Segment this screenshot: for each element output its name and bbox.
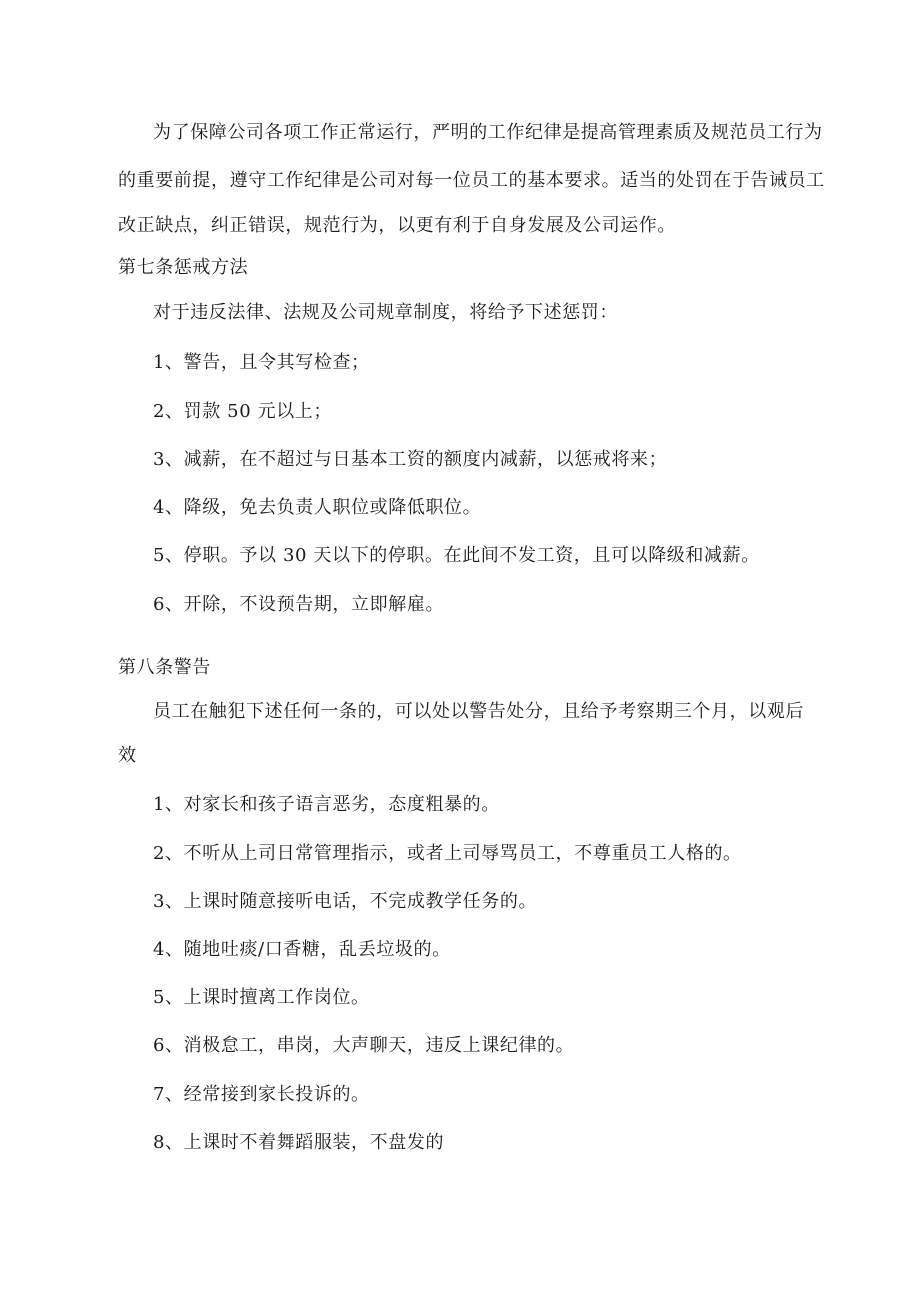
- article8-item-1: 1、对家长和孩子语言恶劣，态度粗暴的。: [153, 794, 500, 815]
- article8-item-5: 5、上课时擅离工作岗位。: [153, 987, 370, 1008]
- article8-lead-line-1: 员工在触犯下述任何一条的，可以处以警告处分，且给予考察期三个月，以观后: [153, 701, 804, 722]
- article8-heading: 第八条警告: [118, 657, 211, 678]
- article7-item-5: 5、停职。予以 30 天以下的停职。在此间不发工资，且可以降级和减薪。: [153, 545, 760, 566]
- article7-item-1: 1、警告，且令其写检查；: [153, 352, 370, 373]
- article7-item-6: 6、开除，不设预告期，立即解雇。: [153, 594, 445, 615]
- article8-lead-line-2: 效: [118, 745, 137, 766]
- article8-item-8: 8、上课时不着舞蹈服装，不盘发的: [153, 1132, 445, 1153]
- article8-item-3: 3、上课时随意接听电话，不完成教学任务的。: [153, 891, 538, 912]
- intro-line-1: 为了保障公司各项工作正常运行，严明的工作纪律是提高管理素质及规范员工行为: [153, 122, 823, 143]
- article7-item-3: 3、减薪，在不超过与日基本工资的额度内减薪，以惩戒将来；: [153, 449, 668, 470]
- article8-item-4: 4、随地吐痰/口香糖，乱丢垃圾的。: [153, 939, 451, 960]
- article7-item-4: 4、降级，免去负责人职位或降低职位。: [153, 497, 482, 518]
- intro-line-2: 的重要前提，遵守工作纪律是公司对每一位员工的基本要求。适当的处罚在于告诫员工: [118, 170, 825, 191]
- intro-line-3: 改正缺点，纠正错误，规范行为，以更有利于自身发展及公司运作。: [118, 215, 676, 236]
- article7-heading: 第七条惩戒方法: [118, 257, 249, 278]
- article8-item-2: 2、不听从上司日常管理指示，或者上司辱骂员工，不尊重员工人格的。: [153, 843, 742, 864]
- article7-lead: 对于违反法律、法规及公司规章制度，将给予下述惩罚：: [153, 302, 618, 323]
- article8-item-7: 7、经常接到家长投诉的。: [153, 1084, 370, 1105]
- article8-item-6: 6、消极怠工，串岗，大声聊天，违反上课纪律的。: [153, 1035, 575, 1056]
- article7-item-2: 2、罚款 50 元以上；: [153, 401, 332, 422]
